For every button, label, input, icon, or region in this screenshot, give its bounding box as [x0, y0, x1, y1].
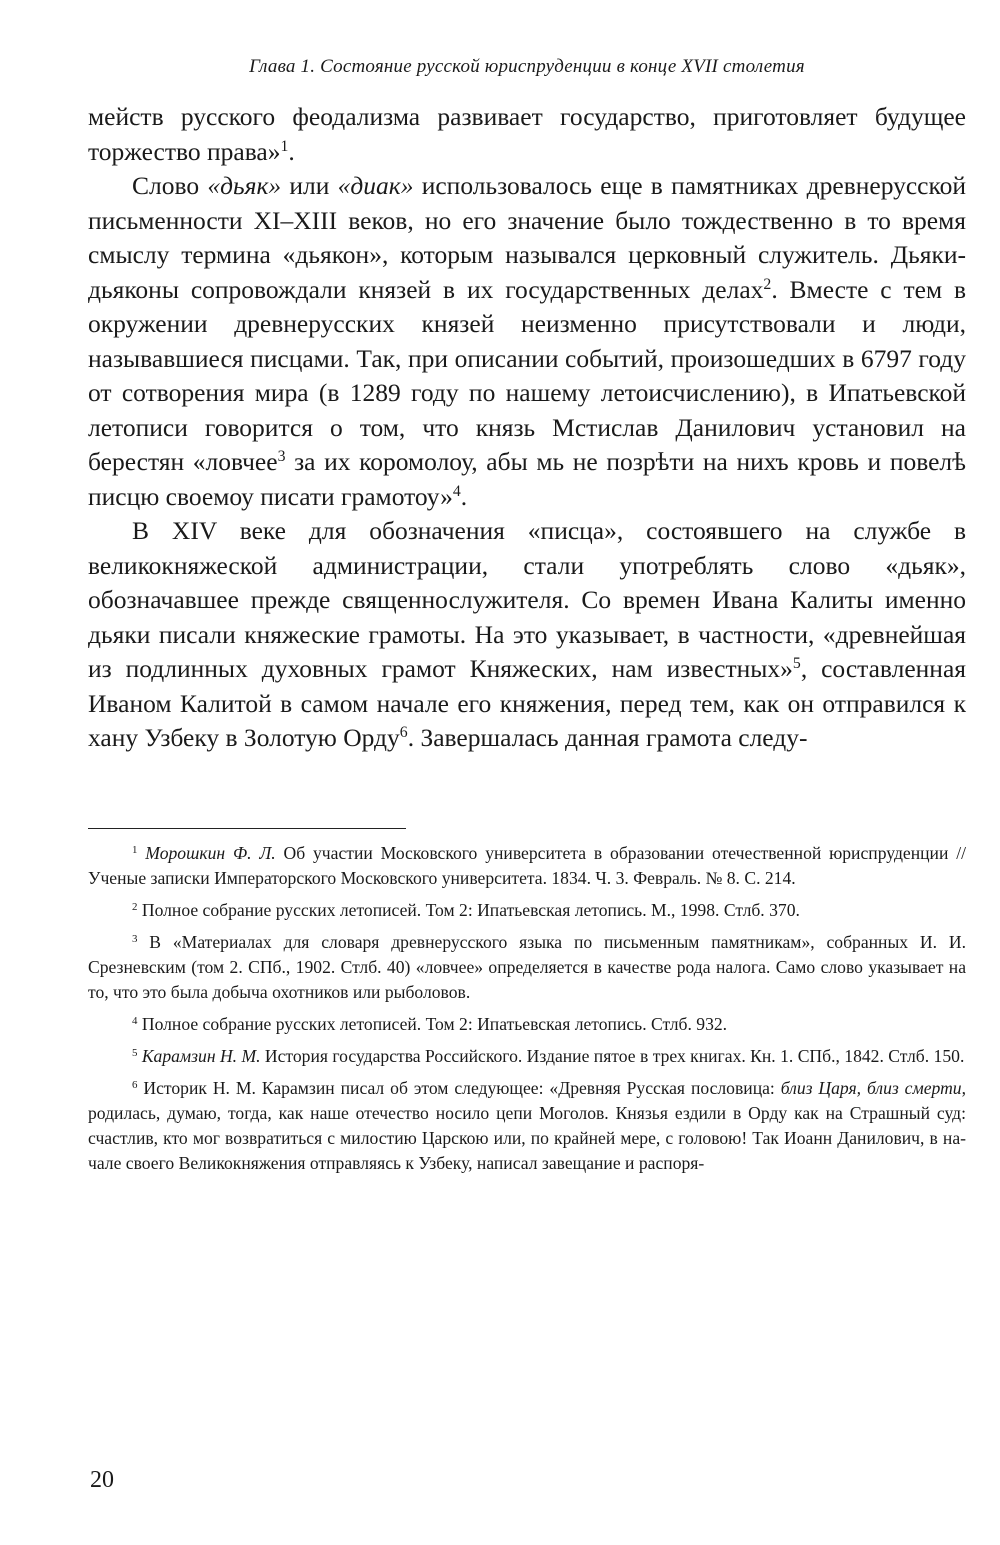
- text-run: .: [460, 481, 468, 511]
- term-italic: «диак»: [337, 171, 414, 200]
- paragraph: [88, 100, 966, 169]
- paragraph: [88, 514, 966, 756]
- text-run: . Завершалась данная грамота следу-: [407, 723, 808, 752]
- footnote-author: Карамзин Н. М.: [141, 1045, 261, 1066]
- footnote-number: 2: [132, 900, 138, 913]
- text-run: мейств русского феодализма развивает государство, приготовляет будущее торжество права»: [88, 102, 966, 166]
- running-head: Глава 1. Состояние русской юриспруденции в конце XVII столетия: [249, 56, 805, 77]
- footnote-ref: 6: [399, 724, 408, 742]
- footnote-quote-italic: близ Царя, близ смерти: [780, 1077, 962, 1098]
- footnote-number: 5: [132, 1046, 138, 1059]
- footnote-text: В «Материалах для словаря древнерусского языка по письменным памятникам», собранных И. И. Срезневским (том 2. СПб., 1902. Стлб. 40) «ловчее» определяется в качестве рода налога. Само слово указывает на то, что это была добыча охотников или рыболовов.: [88, 931, 966, 1002]
- page-number: 20: [90, 1467, 114, 1493]
- paragraph: [88, 169, 966, 514]
- footnote-ref: 4: [452, 482, 461, 500]
- footnote: [88, 1076, 966, 1176]
- footnote-ref: 5: [792, 655, 801, 673]
- footnote: [88, 898, 966, 923]
- footnotes: [88, 841, 966, 1176]
- page: [88, 56, 966, 1183]
- footnote-text: Историк Н. М. Карамзин писал об этом следующее: «Древняя Русская пословица:: [143, 1077, 781, 1098]
- footnote-separator: [88, 828, 406, 829]
- footnote-text: История государства Российского. Издание пятое в трех книгах. Кн. 1. СПб., 1842. Стлб. 150.: [260, 1045, 965, 1066]
- footnote-text: Полное собрание русских летописей. Том 2: Ипатьевская летопись. М., 1998. Стлб. 370.: [141, 899, 800, 920]
- text-run: .: [288, 136, 295, 166]
- footnote-text: Об участии Московского университета в образовании отечественной юриспруденции // Ученые записки Императорского Московского университета. 1834. Ч. 3. Февраль. № 8. С. 214.: [88, 842, 966, 888]
- footnote-ref: 2: [763, 275, 772, 293]
- footnote-number: 6: [132, 1078, 138, 1091]
- footnote-ref: 1: [280, 137, 289, 155]
- text-run: использовалось еще в памятниках древнерусской письменности XI–XIII веков, но его значение было тождественно в то время смыслу термина «дьякон», которым назывался церковный служитель. Дьяки-дьяконы сопровождали князей в их государственных делах: [88, 171, 966, 304]
- footnote-author: Морошкин Ф. Л.: [145, 842, 276, 863]
- footnote-number: 3: [132, 932, 138, 945]
- text-run: Слово: [132, 171, 208, 200]
- footnote: [88, 930, 966, 1005]
- footnote-ref: 3: [277, 448, 286, 466]
- text-run: за их коромолоу, абы мь не позрѣти на нихъ кровь и повелѣ писцю своемоу писати грамотоу»: [88, 447, 967, 511]
- footnote: [88, 1012, 966, 1037]
- text-run: или: [281, 171, 338, 200]
- text-run: В XIV веке для обозначения «писца», состоявшего на службе в великокняжеской администрации, стали употреблять слово «дьяк», обозначавшее прежде священнослужителя. Со времен Ивана Калиты именно дьяки писали княжеские грамоты. На это указывает, в частности, «древнейшая из подлинных духовных грамот Княжеских, нам известных»: [88, 516, 966, 683]
- footnote: [88, 1044, 966, 1069]
- footnote-number: 1: [132, 843, 138, 856]
- footnote: [88, 841, 966, 891]
- term-italic: «дьяк»: [207, 171, 282, 200]
- main-text: [88, 100, 966, 756]
- text-run: , составленная Иваном Калитой в самом начале его княжения, перед тем, как он отправился к хану Узбеку в Золотую Орду: [88, 654, 966, 752]
- footnote-text: , родилась, думаю, тогда, как наше отечество носило цепи Моголов. Князья ездили в Орду как на Страшный суд: счастлив, кто мог возвратиться с милостию Царскою или, по крайней мере, с головою! Так Иоанн Данилович, в начале своего Великокняжения отправляясь к Узбеку, написал завещание и распоря-: [88, 1077, 966, 1173]
- text-run: . Вместе с тем в окружении древнерусских князей неизменно присутствовали и люди, называвшиеся писцами. Так, при описании событий, произошедших в 6797 году от сотворения мира (в 1289 году по нашему летоисчислению), в Ипатьевской летописи говорится о том, что князь Мстислав Данилович установил на берестян «ловчее: [88, 274, 966, 476]
- footnote-number: 4: [132, 1014, 138, 1027]
- footnote-text: Полное собрание русских летописей. Том 2: Ипатьевская летопись. Стлб. 932.: [141, 1013, 728, 1034]
